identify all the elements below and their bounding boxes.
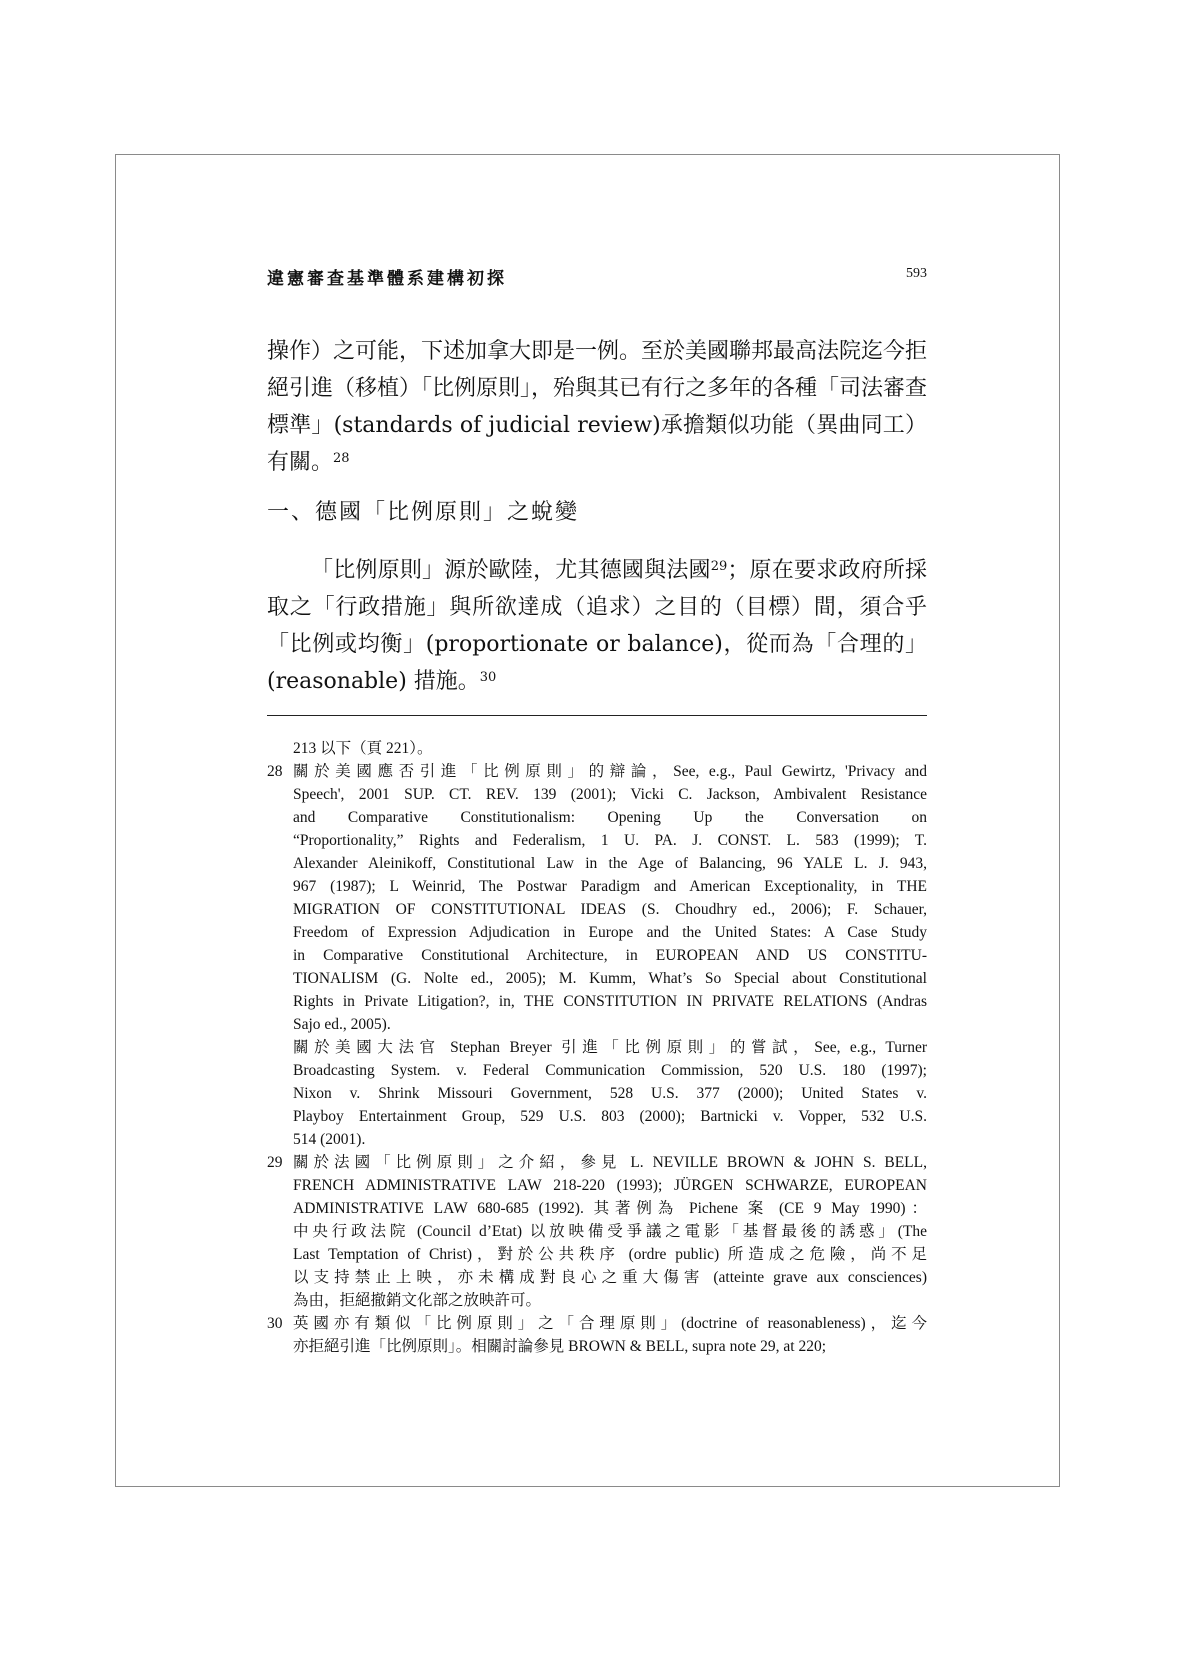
footnote-number: 29 bbox=[267, 1154, 283, 1171]
body-paragraph-1: 操作）之可能，下述加拿大即是一例。至於美國聯邦最高法院迄今拒絕引進（移植）「比例原則」，殆與其已有行之多年的各種「司法審查標準」(standards of judicial review)承擔類似功能（異曲同工）有關。$^{28}$ bbox=[267, 339, 928, 475]
footnote-line: Freedom of Expression Adjudication in Europe and the United States: A Case Study bbox=[293, 924, 927, 941]
running-header bbox=[267, 264, 927, 290]
footnotes bbox=[267, 737, 927, 1358]
footnote-line: “Proportionality,” Rights and Federalism, 1 U. PA. J. CONST. L. 583 (1999); T. bbox=[293, 832, 927, 849]
footnote-line: Rights in Private Litigation?, in, THE CONSTITUTION IN PRIVATE RELATIONS (Andras bbox=[293, 993, 927, 1010]
footnote-line: 亦拒絕引進「比例原則」。相關討論參見 BROWN & BELL, supra note 29, at 220; bbox=[293, 1338, 826, 1355]
footnote-number: 28 bbox=[267, 763, 283, 780]
footnote-line: MIGRATION OF CONSTITUTIONAL IDEAS (S. Choudhry ed., 2006); F. Schauer, bbox=[293, 901, 927, 918]
footnote-line: Sajo ed., 2005). bbox=[293, 1016, 391, 1033]
footnote-line: Nixon v. Shrink Missouri Government, 528 U.S. 377 (2000); United States v. bbox=[293, 1085, 927, 1102]
footnote-line: and Comparative Constitutionalism: Opening Up the Conversation on bbox=[293, 809, 927, 826]
page-number: 593 bbox=[906, 266, 927, 281]
footnote-30 bbox=[267, 1312, 927, 1358]
footnote-line: FRENCH ADMINISTRATIVE LAW 218-220 (1993); JÜRGEN SCHWARZE, EUROPEAN bbox=[293, 1177, 927, 1194]
footnote-line: Last Temptation of Christ)，對於公共秩序 (ordre public) 所造成之危險，尚不足 bbox=[293, 1246, 927, 1263]
footnote-line: 中央行政法院 (Council d’Etat) 以放映備受爭議之電影「基督最後的誘惑」(The bbox=[293, 1223, 927, 1240]
footnote-line: 514 (2001). bbox=[293, 1131, 366, 1148]
footnote-line: Speech', 2001 SUP. CT. REV. 139 (2001); Vicki C. Jackson, Ambivalent Resistance bbox=[293, 786, 927, 803]
footnote-line: 英國亦有類似「比例原則」之「合理原則」(doctrine of reasonableness)，迄今 bbox=[293, 1315, 927, 1332]
footnote-continuation: 213 以下（頁 221）。 bbox=[293, 740, 433, 757]
footnote-line: in Comparative Constitutional Architecture, in EUROPEAN AND US CONSTITU- bbox=[293, 947, 927, 964]
body-paragraph-2: 「比例原則」源於歐陸，尤其德國與法國$^{29}$；原在要求政府所採取之「行政措施」與所欲達成（追求）之目的（目標）間，須合乎「比例或均衡」(proportionate or balance)，從而為「合理的」(reasonable) 措施。$^{30}$ bbox=[267, 558, 927, 694]
footnote-ref-28[interactable]: 28 bbox=[333, 451, 350, 466]
footnote-28 bbox=[267, 760, 927, 1036]
footnote-number: 30 bbox=[267, 1315, 283, 1332]
footnote-29 bbox=[267, 1151, 927, 1312]
footnote-line: Alexander Aleinikoff, Constitutional Law in the Age of Balancing, 96 YALE L. J. 943, bbox=[293, 855, 927, 872]
footnote-line: 關於美國大法官 Stephan Breyer 引進「比例原則」的嘗試，See, e.g., Turner bbox=[293, 1039, 927, 1056]
running-title: 違憲審查基準體系建構初探 bbox=[267, 269, 507, 289]
footnote-line: Playboy Entertainment Group, 529 U.S. 803 (2000); Bartnicki v. Vopper, 532 U.S. bbox=[293, 1108, 927, 1125]
footnote-line: 為由，拒絕撤銷文化部之放映許可。 bbox=[293, 1292, 542, 1309]
section-heading: 一、德國「比例原則」之蛻變 bbox=[267, 500, 580, 525]
footnote-ref-29[interactable]: 29 bbox=[710, 559, 728, 574]
footnote-28-cont bbox=[267, 1036, 927, 1151]
footnote-line: 關於美國應否引進「比例原則」的辯論，See, e.g., Paul Gewirtz, 'Privacy and bbox=[293, 763, 927, 780]
footnote-line: 967 (1987); L Weinrid, The Postwar Paradigm and American Exceptionality, in THE bbox=[293, 878, 927, 895]
footnote-line: 關於法國「比例原則」之介紹，參見 L. NEVILLE BROWN & JOHN S. BELL, bbox=[293, 1154, 927, 1171]
footnote-line: TIONALISM (G. Nolte ed., 2005); M. Kumm, What’s So Special about Constitutional bbox=[293, 970, 927, 987]
footnote-line: 以支持禁止上映，亦未構成對良心之重大傷害 (atteinte grave aux consciences) bbox=[293, 1269, 927, 1286]
footnote-separator bbox=[267, 715, 927, 716]
footnote-line: Broadcasting System. v. Federal Communication Commission, 520 U.S. 180 (1997); bbox=[293, 1062, 927, 1079]
footnote-line: ADMINISTRATIVE LAW 680-685 (1992). 其著例為 Pichene 案 (CE 9 May 1990)： bbox=[293, 1200, 927, 1217]
footnote-ref-30[interactable]: 30 bbox=[479, 670, 497, 685]
